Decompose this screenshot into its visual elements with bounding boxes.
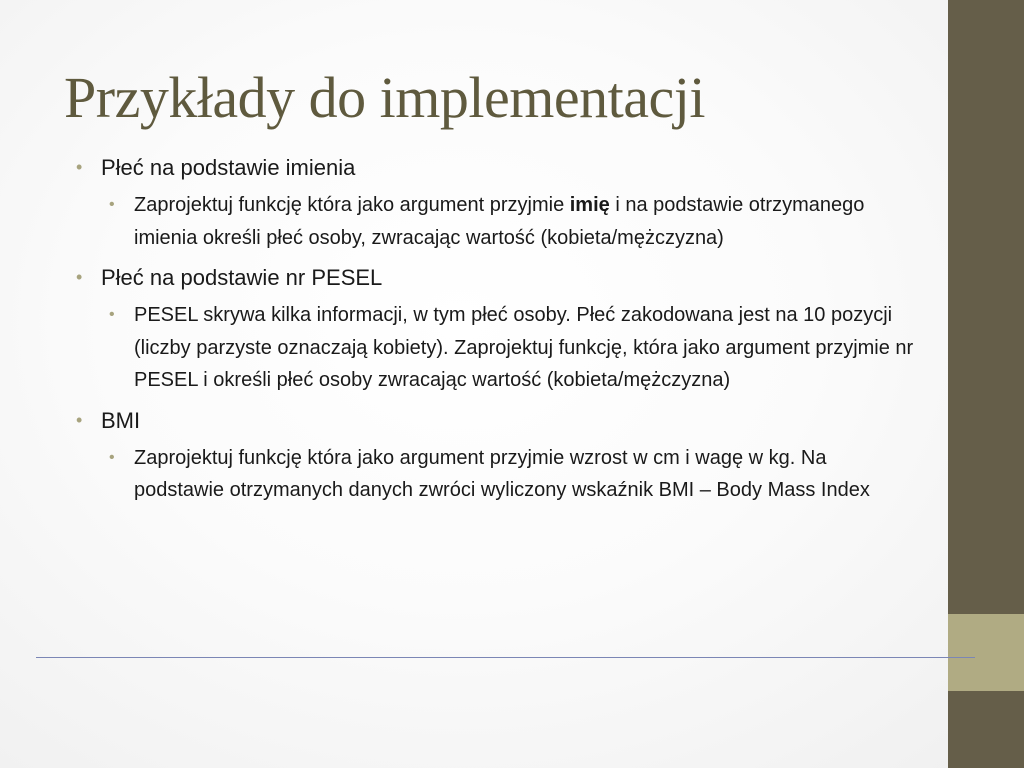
bullet-dot-icon: • bbox=[76, 157, 83, 177]
sub-bullet-list bbox=[109, 299, 916, 397]
bullet-item-gender-by-name bbox=[76, 152, 916, 254]
bullet-text: Płeć na podstawie nr PESEL bbox=[101, 265, 383, 290]
bullet-dot-icon: • bbox=[76, 267, 83, 287]
sub-bullet-text: Zaprojektuj funkcję która jako argument przyjmie wzrost w cm i wagę w kg. Na podstawie otrzymanych danych zwróci wyliczony wskaźnik BMI – Body Mass Index bbox=[134, 446, 870, 501]
sub-bullet-item bbox=[109, 442, 916, 507]
bullet-list bbox=[76, 152, 916, 515]
bullet-text: Płeć na podstawie imienia bbox=[101, 155, 356, 180]
slide-title: Przykłady do implementacji bbox=[64, 65, 705, 130]
emphasized-word: imię bbox=[569, 194, 610, 216]
footer-divider bbox=[36, 657, 975, 658]
sub-bullet-text: i na podstawie otrzymanego imienia określi płeć osoby, zwracając wartość (kobieta/mężczyzna) bbox=[134, 194, 865, 249]
bullet-text: BMI bbox=[101, 407, 141, 433]
sub-bullet-list bbox=[109, 189, 916, 254]
sub-bullet-text: PESEL skrywa kilka informacji, w tym płeć osoby. Płeć zakodowana jest na 10 pozycji (liczby parzyste oznaczają kobiety). Zaprojektuj funkcję, która jako argument przyjmie nr PESEL i określi płeć osoby zwracając wartość (kobieta/mężczyzna) bbox=[134, 304, 914, 391]
bullet-dot-icon: • bbox=[109, 448, 115, 466]
bullet-item-bmi bbox=[76, 405, 916, 507]
sub-bullet-item bbox=[109, 189, 916, 254]
bullet-item-gender-by-pesel bbox=[76, 262, 916, 397]
sub-bullet-text: Zaprojektuj funkcję która jako argument przyjmie bbox=[134, 194, 570, 216]
bullet-dot-icon: • bbox=[109, 196, 115, 213]
sub-bullet-list bbox=[109, 442, 916, 507]
side-accent-block bbox=[948, 614, 1024, 691]
bullet-dot-icon: • bbox=[109, 306, 115, 323]
sub-bullet-item bbox=[109, 299, 916, 397]
bullet-dot-icon: • bbox=[76, 409, 83, 430]
